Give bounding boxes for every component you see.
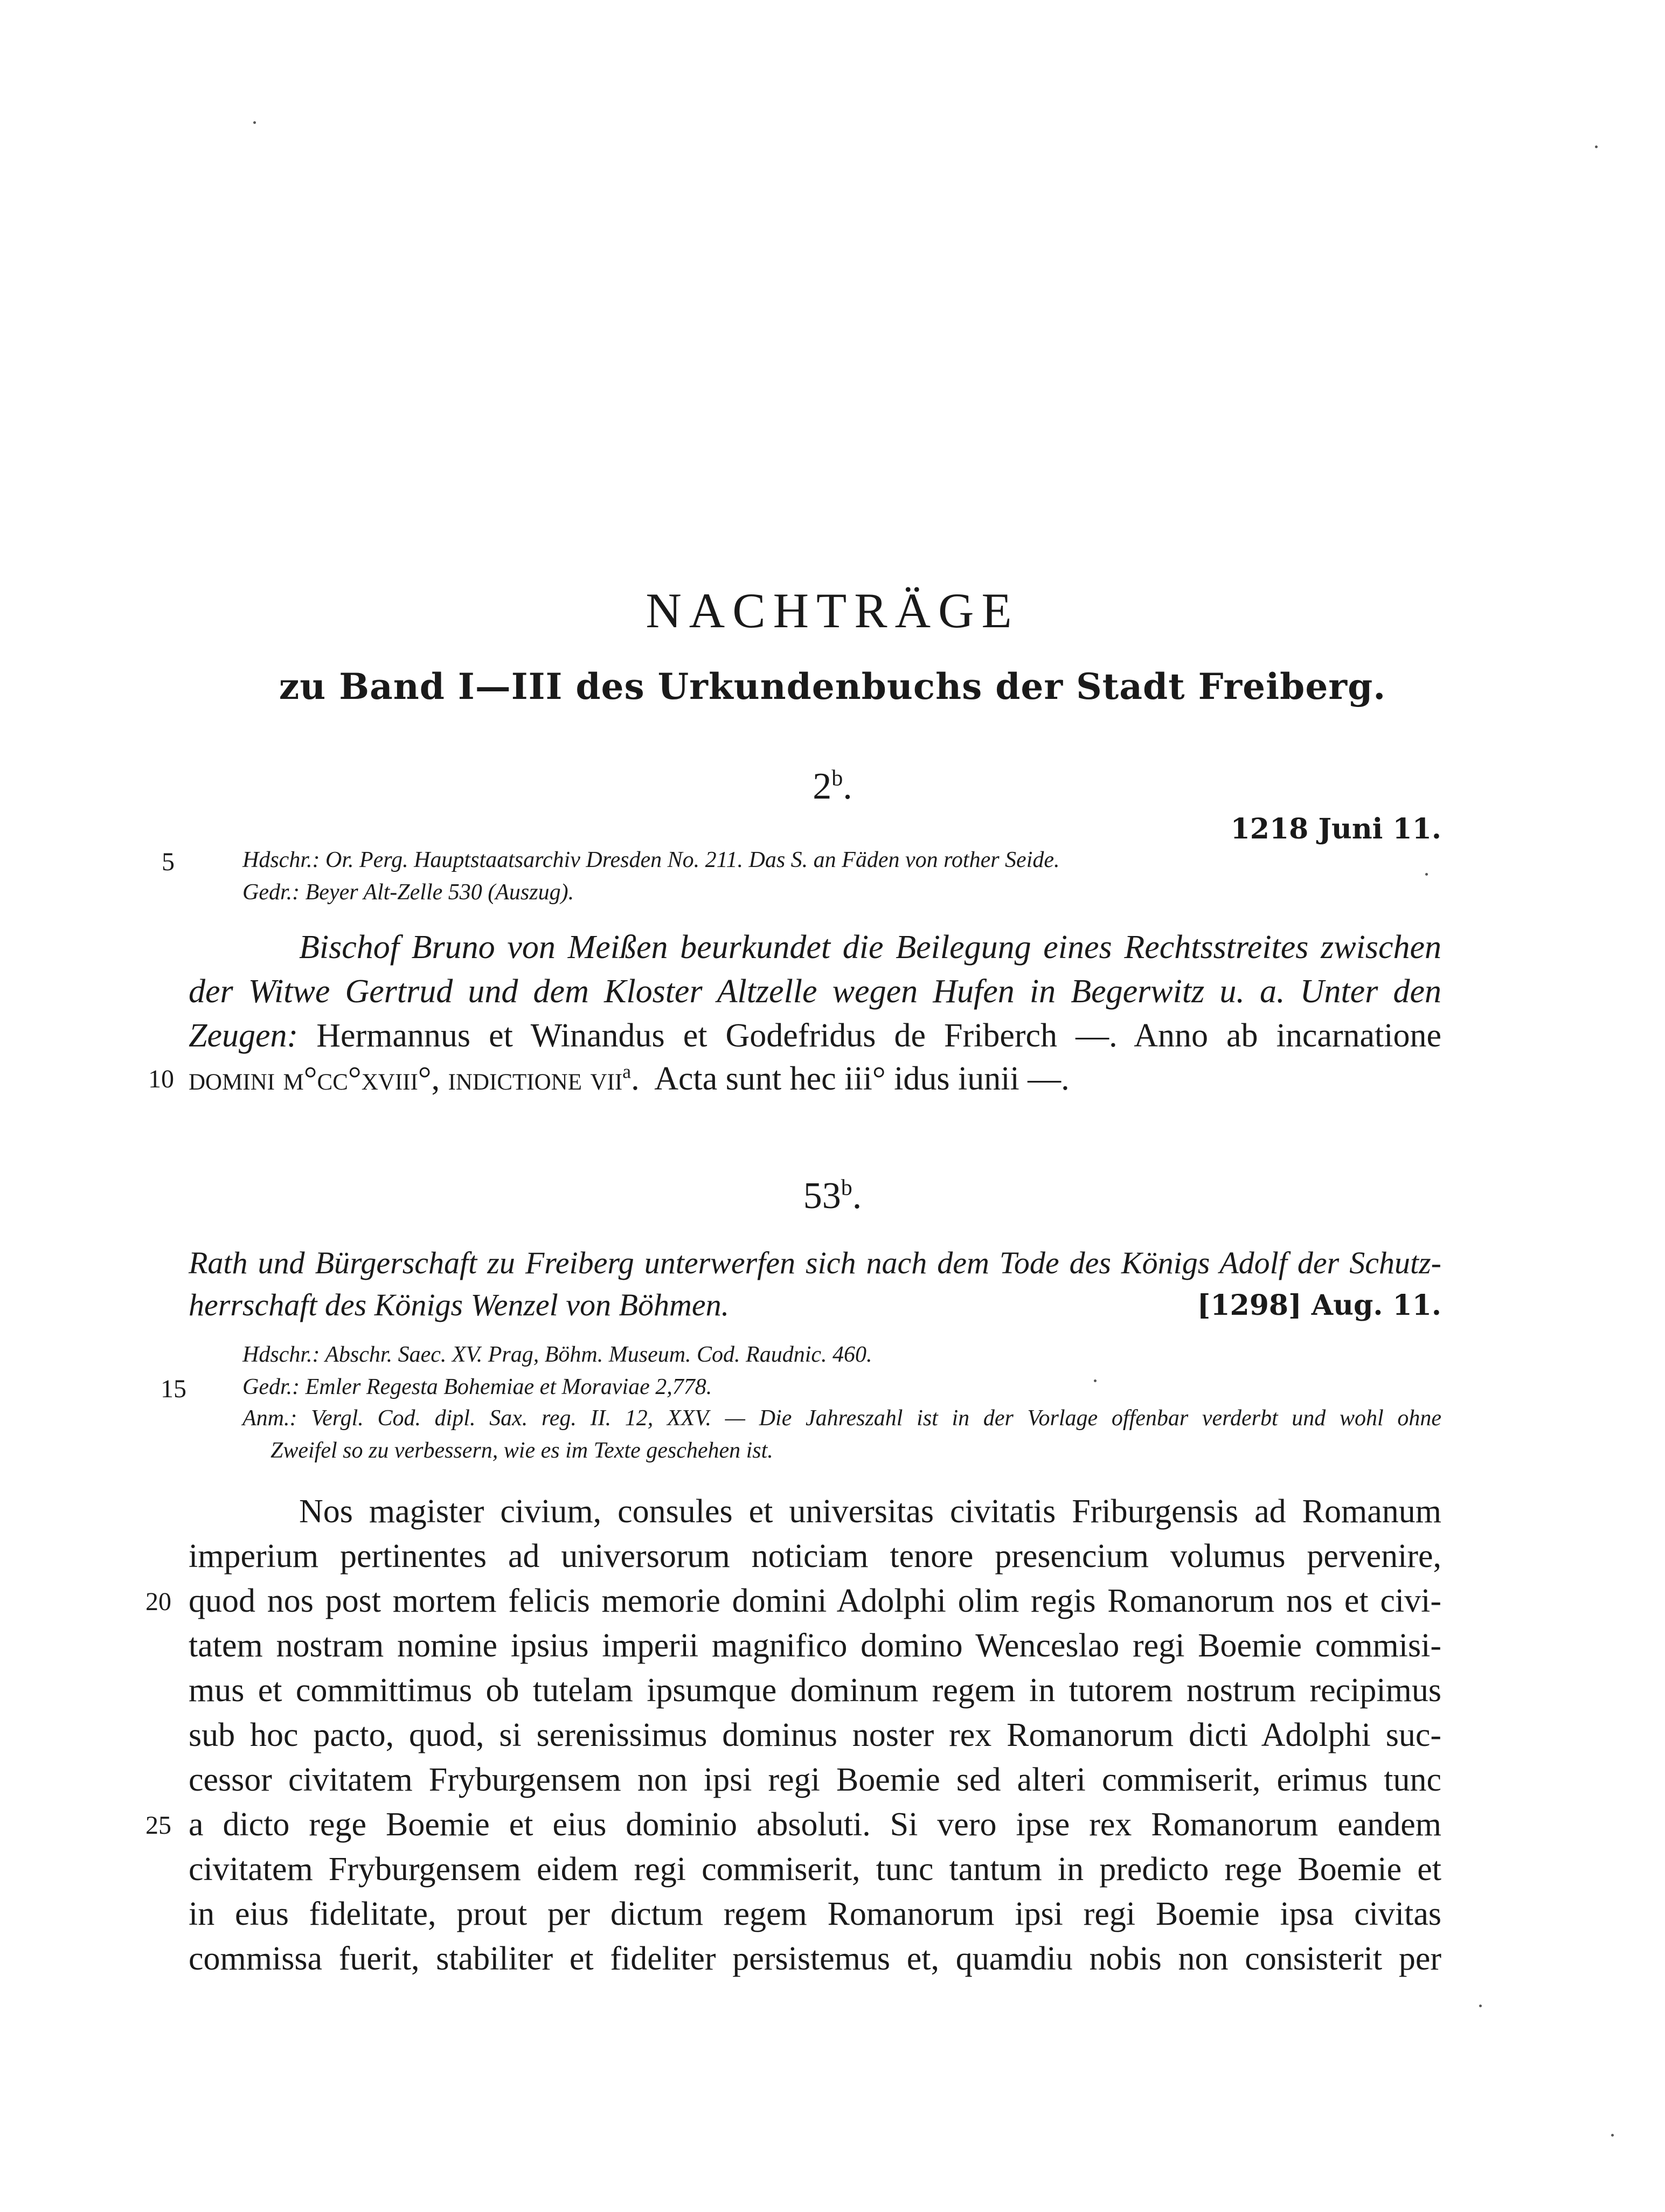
scan-speck <box>1479 2005 1482 2007</box>
print-note: Gedr.: Emler Regesta Bohemiae et Moraviae 2,778. <box>242 1375 712 1399</box>
manuscript-note: Hdschr.: Abschr. Saec. XV. Prag, Böhm. Museum. Cod. Raudnic. 460. <box>242 1342 872 1367</box>
line-number: 10 <box>148 1065 174 1093</box>
document-text-line: domini m°cc°xviii°, indictione vii$^a$. Acta sunt hec iii° idus iunii —. <box>189 1060 1070 1097</box>
line-number: 15 <box>161 1375 186 1403</box>
doc-number: 2 <box>813 766 832 807</box>
doc-number-sup: b <box>841 1175 852 1201</box>
document-text-line: quod nos post mortem felicis memorie domini Adolphi olim regis Romanorum nos et civi- <box>189 1583 1441 1619</box>
indiction-sup: a <box>622 1060 632 1083</box>
document-text-line: commissa fuerit, stabiliter et fideliter persistemus et, quamdiu nobis non consisterit per <box>189 1940 1441 1977</box>
doc-number-suffix: . <box>843 766 852 807</box>
line-number: 5 <box>162 848 175 876</box>
document-number-53b <box>0 1175 1665 1218</box>
scan-speck <box>1611 2134 1614 2137</box>
document-date: [1298] Aug. 11. <box>1197 1289 1441 1322</box>
doc-number-suffix: . <box>852 1175 862 1217</box>
scan-speck <box>1425 873 1428 876</box>
doc-number-sup: b <box>831 766 843 791</box>
annotation-note: Anm.: Vergl. Cod. dipl. Sax. reg. II. 12, XXV. — Die Jahreszahl ist in der Vorlage offenbar verderbt und wohl ohne <box>242 1406 1441 1431</box>
document-text-line: a dicto rege Boemie et eius dominio absoluti. Si vero ipse rex Romanorum eandem <box>189 1806 1441 1843</box>
page-title: NACHTRÄGE <box>646 583 1019 638</box>
date-formula: domini m°cc°xviii°, indictione vii <box>189 1060 623 1097</box>
scan-speck <box>1595 145 1598 148</box>
line-number: 20 <box>145 1587 171 1616</box>
document-text-line: civitatem Fryburgensem eidem regi commiserit, tunc tantum in predicto rege Boemie et <box>189 1851 1441 1888</box>
document-text-line <box>189 1017 1441 1055</box>
document-text-line: mus et committimus ob tutelam ipsumque dominum regem in tutorem nostrum recipimus <box>189 1672 1441 1709</box>
document-text-line: in eius fidelitate, prout per dictum regem Romanorum ipsi regi Boemie ipsa civitas <box>189 1896 1441 1932</box>
witness-text: Hermannus et Winandus et Godefridus de Friberch —. Anno ab incarnatione <box>316 1017 1441 1054</box>
regest-line: Bischof Bruno von Meißen beurkundet die Beilegung eines Rechtsstreites zwischen <box>299 929 1441 966</box>
scan-speck <box>253 121 256 124</box>
zeugen-label: Zeugen: <box>189 1017 299 1054</box>
print-note: Gedr.: Beyer Alt-Zelle 530 (Auszug). <box>242 880 574 905</box>
document-text-line: imperium pertinentes ad universorum noticiam tenore presencium volumus pervenire, <box>189 1538 1441 1575</box>
document-text-line: cessor civitatem Fryburgensem non ipsi regi Boemie sed alteri commiserit, erimus tunc <box>189 1762 1441 1798</box>
document-text-line: sub hoc pacto, quod, si serenissimus dominus noster rex Romanorum dicti Adolphi suc- <box>189 1717 1441 1753</box>
document-text-line: tatem nostram nomine ipsius imperii magnifico domino Wenceslao regi Boemie commisi- <box>189 1627 1441 1664</box>
page-subtitle: zu Band I—III des Urkundenbuchs der Stadt Freiberg. <box>279 665 1386 708</box>
manuscript-note: Hdschr.: Or. Perg. Hauptstaatsarchiv Dresden No. 211. Das S. an Fäden von rother Seide. <box>242 848 1060 872</box>
scan-speck <box>1094 1379 1097 1382</box>
regest-line: der Witwe Gertrud und dem Kloster Altzelle wegen Hufen in Begerwitz u. a. Unter den <box>189 973 1441 1010</box>
doc-number: 53 <box>803 1175 841 1217</box>
regest-line: herrschaft des Königs Wenzel von Böhmen. <box>189 1287 730 1322</box>
document-date: 1218 Juni 11. <box>1230 813 1441 845</box>
line-number: 25 <box>145 1811 171 1840</box>
acta-formula: Acta sunt hec iii° idus iunii —. <box>654 1060 1070 1097</box>
regest-line: Rath und Bürgerschaft zu Freiberg unterwerfen sich nach dem Tode des Königs Adolf der Schutz- <box>189 1245 1441 1280</box>
annotation-note-continued: Zweifel so zu verbessern, wie es im Texte geschehen ist. <box>270 1438 773 1463</box>
document-text-line: Nos magister civium, consules et universitas civitatis Friburgensis ad Romanum <box>299 1493 1441 1530</box>
document-number-2b <box>0 765 1665 808</box>
